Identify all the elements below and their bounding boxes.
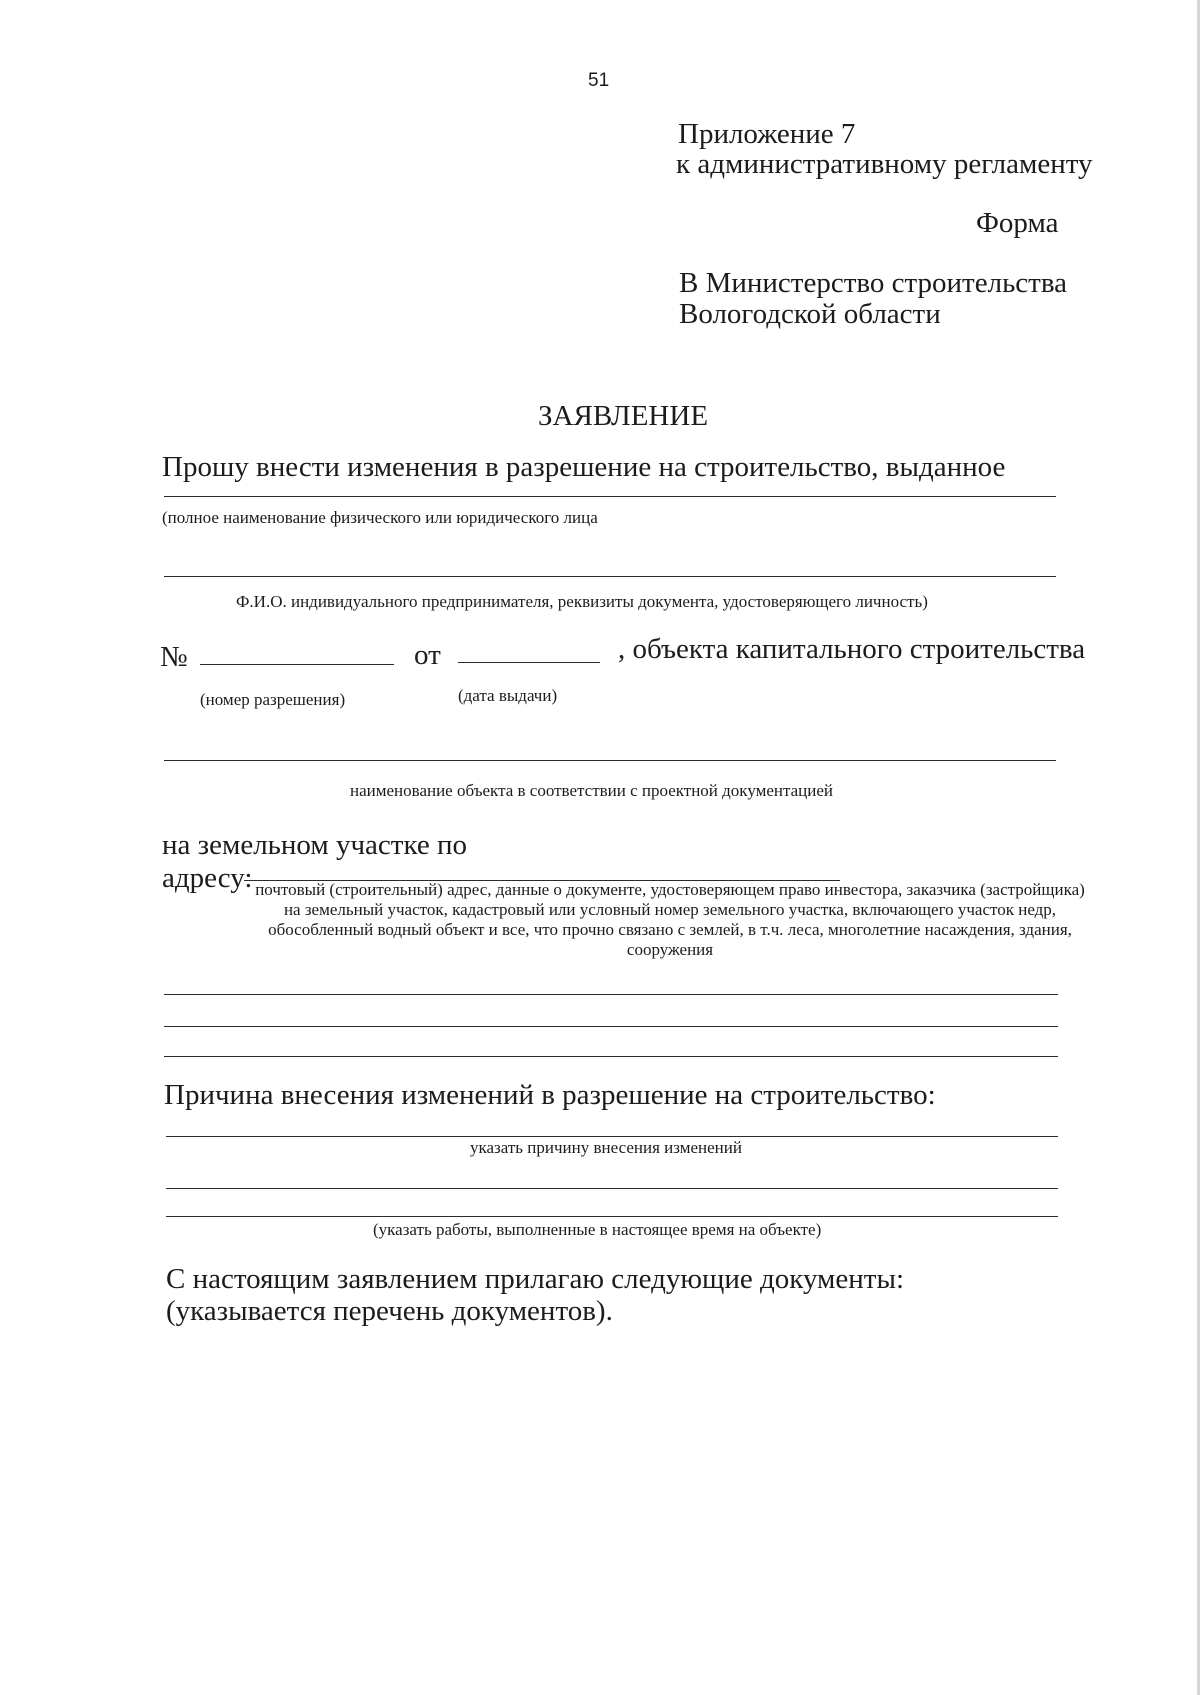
hint-fio: Ф.И.О. индивидуального предпринимателя, реквизиты документа, удостоверяющего личность) xyxy=(236,592,928,611)
works-line2[interactable] xyxy=(166,1216,1058,1217)
object-text: , объекта капитального строительства xyxy=(618,633,1086,665)
appendix-label: Приложение 7 xyxy=(678,118,856,150)
attachments-line2: (указывается перечень документов). xyxy=(166,1295,613,1327)
address-extra-line2[interactable] xyxy=(164,1026,1058,1027)
address-hint-line4: сооружения xyxy=(626,940,714,959)
works-line1[interactable] xyxy=(166,1188,1058,1189)
hint-issue-date: (дата выдачи) xyxy=(458,686,558,705)
address-hint xyxy=(170,880,1170,960)
hint-reason: указать причину внесения изменений xyxy=(470,1138,742,1157)
regulation-label: к административному регламенту xyxy=(676,148,1093,180)
addressee-line2: Вологодской области xyxy=(679,298,941,330)
attachments-line1: С настоящим заявлением прилагаю следующие документы: xyxy=(166,1263,905,1295)
address-hint-line3: обособленный водный объект и все, что прочно связано с землей, в т.ч. леса, многолетние насаждения, здания, xyxy=(268,920,1072,939)
land-text-line1: на земельном участке по xyxy=(162,829,467,861)
address-extra-line3[interactable] xyxy=(164,1056,1058,1057)
reason-line[interactable] xyxy=(166,1136,1058,1137)
applicant-fio-line[interactable] xyxy=(164,576,1056,577)
issue-date-line[interactable] xyxy=(458,662,600,663)
applicant-name-line[interactable] xyxy=(164,496,1056,497)
permit-number-line[interactable] xyxy=(200,664,394,665)
reason-title: Причина внесения изменений в разрешение на строительство: xyxy=(164,1079,936,1111)
from-word: от xyxy=(414,639,441,671)
address-hint-line1: почтовый (строительный) адрес, данные о документе, удостоверяющем право инвестора, заказчика (застройщика) xyxy=(255,880,1085,899)
object-name-line[interactable] xyxy=(164,760,1056,761)
number-sign: № xyxy=(160,641,188,673)
hint-fullname: (полное наименование физического или юридического лица xyxy=(162,508,598,527)
hint-works: (указать работы, выполненные в настоящее время на объекте) xyxy=(373,1220,822,1239)
addressee-line1: В Министерство строительства xyxy=(679,267,1068,299)
land-text-line2: адресу: xyxy=(162,862,253,894)
address-extra-line1[interactable] xyxy=(164,994,1058,995)
hint-object-name: наименование объекта в соответствии с проектной документацией xyxy=(350,781,834,800)
address-hint-line2: на земельный участок, кадастровый или условный номер земельного участка, включающего участок недр, xyxy=(283,900,1057,919)
form-label: Форма xyxy=(976,207,1059,239)
document-title: ЗАЯВЛЕНИЕ xyxy=(538,400,709,432)
intro-text: Прошу внести изменения в разрешение на строительство, выданное xyxy=(162,451,1006,483)
hint-permit-number: (номер разрешения) xyxy=(200,690,346,709)
page-number: 51 xyxy=(588,70,610,91)
